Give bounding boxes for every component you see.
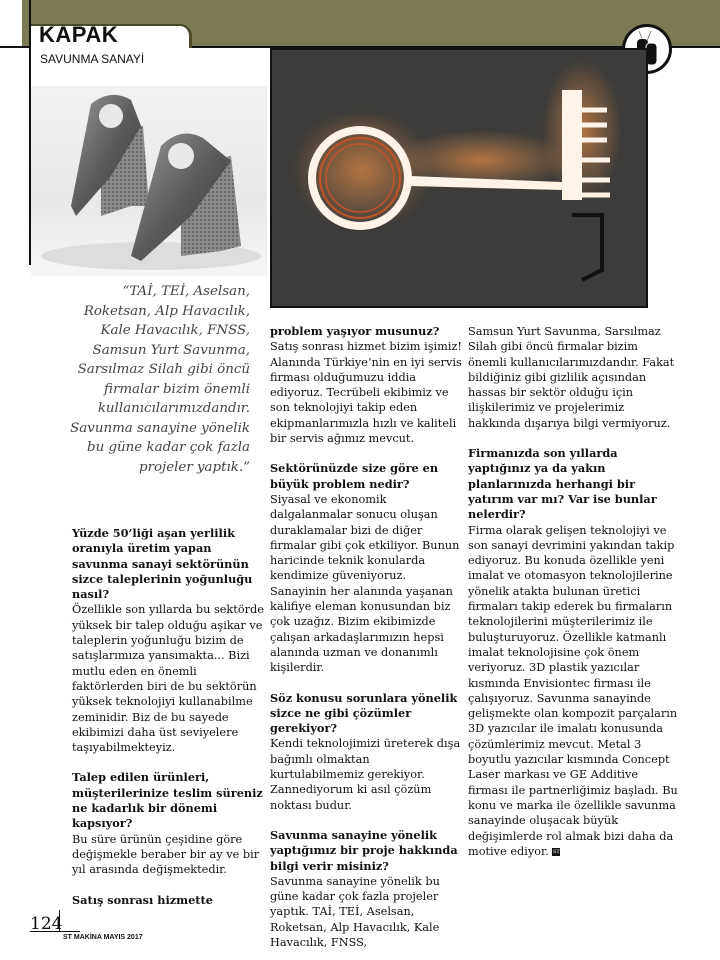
answer-text: Firma olarak gelişen teknolojiyi ve son sanayi devrimini yakından takip ediyoruz. Bu konuda özellikle yeni imalat ve otomasyon teknolojilerine yönelik atakta bulunan üretici firmaları takip ederek bu firmaların teknolojilerini müşterilerimiz ile buluşturuyoruz. Özellikle katmanlı imalat teknolojisine çok önem veriyoruz. 3D plastik yazıcılar kısmında Envisiontec firması ile çalışıyoruz. Savunma sanayinde gelişmekte olan kompozit parçaların 3D yazıcılar ile imalatı konusunda çözümlerimiz mevcut. Metal 3 boyutlu yazıcılar kısmında Concept Laser markası ve GE Additive firması ile partnerliğimiz başladı. Bu konu ve marka ile özellikle savunma sanayinde oluşacak büyük değişimlerde rol almak bizi daha da motive ediyor. [468,523,678,858]
publication-footer: ST MAKİNA MAYIS 2017 [63,934,143,941]
page-number: 124 [30,914,63,934]
interview-answer [468,523,678,860]
interview-question: Yüzde 50’liği aşan yerlilik oranıyla üretim yapan savunma sanayi sektörünün sizce taleplerinin yoğunluğu nasıl? [72,526,253,602]
pull-quote: “TAİ, TEİ, Aselsan, Roketsan, Alp Havacılık, Kale Havacılık, FNSS, Samsun Yurt Savunma, Sarsılmaz Silah gibi öncü firmalar bizim önemli kullanıcılarımızdandır. Savunma sanayine yönelik bu güne kadar çok fazla projeler yaptık.” [70,284,250,475]
interview-question: Savunma sanayine yönelik yaptığımız bir proje hakkında bilgi verir misiniz? [270,827,458,873]
brackets-photo [31,86,267,276]
interview-question: Satış sonrası hizmette [72,892,213,907]
interview-question: Firmanızda son yıllarda yaptığınız ya da yakın planlarınızda herhangi bir yatırım var mı? Var ise bunlar nelerdir? [468,446,657,522]
end-of-article-mark: ST [553,848,560,855]
interview-answer: Kendi teknolojimizi üreterek dışa bağımlı olmaktan kurtulabilmemiz gerekiyor. Zannediyorum ki asıl çözüm noktası budur. [270,737,461,812]
interview-answer: Siyasal ve ekonomik dalgalanmalar sonucu oluşan duraklamalar bizi de diğer firmalar gibi çok etkiliyor. Bunun haricinde teknik konularda kendimize güveniyoruz. Sanayinin her alanında yaşanan kalifiye eleman konusundan biz çok uzağız. Bizim ekibimizde çalışan arkadaşlarımızın hepsi alanında uzman ve donanımlı kişilerdir. [270,492,460,675]
interview-answer: Savunma sanayine yönelik bu güne kadar çok fazla projeler yaptık. TAİ, TEİ, Aselsan, Roketsan, Alp Havacılık, Kale Havacılık, FNSS, [270,874,440,949]
article-column-3 [468,324,678,859]
interview-answer: Bu süre ürünün çeşidine göre değişmekle beraber bir ay ve bir yıl arasında değişmektedir. [72,832,260,877]
section-title: KAPAK [39,22,119,47]
interview-question: Sektörünüzde size göre en büyük problem nedir? [270,461,439,491]
article-column-2 [270,324,465,950]
interview-answer: Özellikle son yıllarda bu sektörde yüksek bir talep olduğu aşikar ve taleplerin yoğunluğu bizim de satışlarımıza yansımakta... Bizi mutlu eden en önemli faktörlerden biri de bu sektörün yüksek teknolojiyi kullanabilme zeminidir. Biz de bu sayede ekibimizi daha üst seviyelere taşıyabilmekteyiz. [72,603,264,755]
interview-question: Söz konusu sorunlara yönelik sizce ne gibi çözümler gerekiyor? [270,690,458,736]
interview-answer: Satış sonrası hizmet bizim işimiz! Alanında Türkiye’nin en iyi servis firması olduğumuzu iddia ediyoruz. Tecrübeli ekibimiz ve son teknolojiyi takip eden ekipmanlarımızla hızlı ve kaliteli bir servis ağımız mevcut. [270,340,462,446]
interview-answer: Samsun Yurt Savunma, Sarsılmaz Silah gibi öncü firmalar bizim önemli kullanıcılarımızdandır. Fakat bildiğiniz gibi gizlilik açısından hassas bir sektör olduğu için ilişkilerimiz ve projelerimiz hakkında dışarıya bilgi vermiyoruz. [468,325,675,430]
glowing-key-photo [270,48,648,308]
article-column-1 [72,526,267,908]
interview-question: problem yaşıyor musunuz? [270,324,440,338]
interview-question: Talep edilen ürünleri, müşterilerinize teslim süreniz ne kadarlık bir dönemi kapsıyor? [72,770,263,831]
section-subtitle: SAVUNMA SANAYİ [40,52,145,66]
